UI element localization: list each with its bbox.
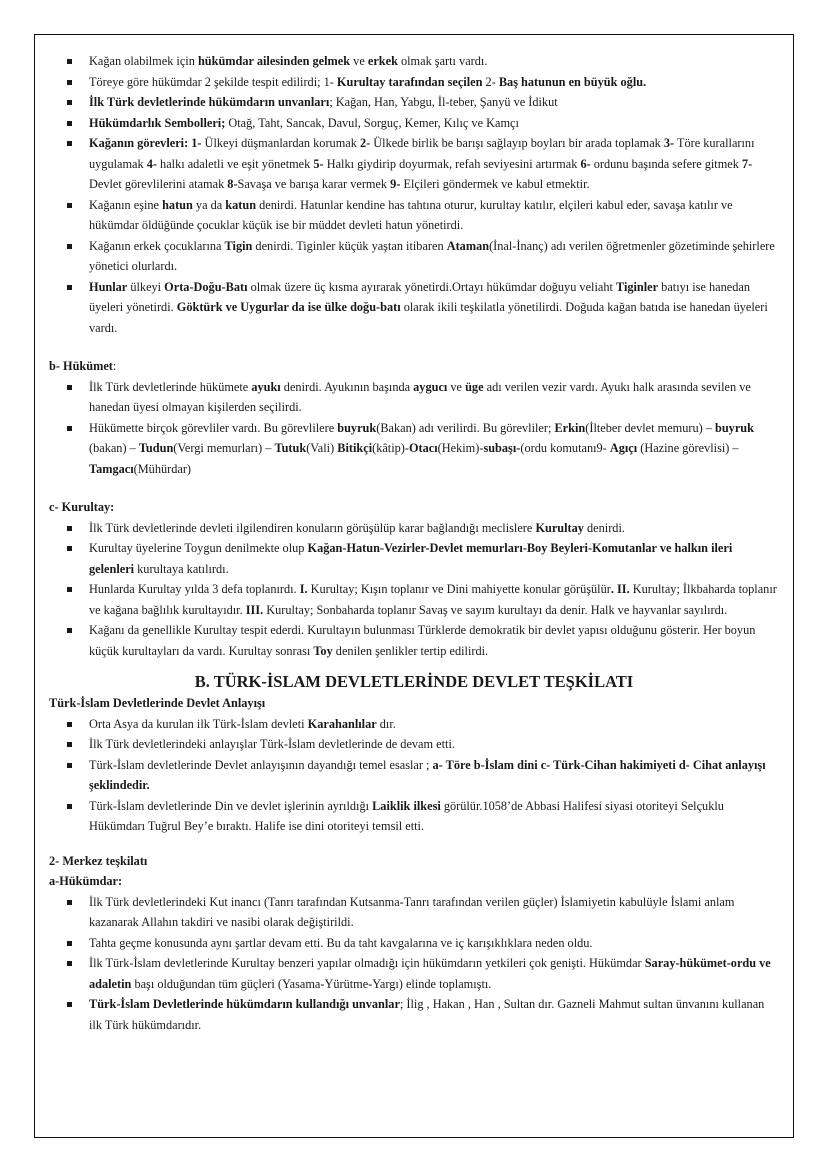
bold-text: Hunlar — [89, 279, 128, 294]
bold-text: 2- — [359, 136, 371, 150]
bold-text: . II. — [610, 582, 630, 596]
spacer — [49, 837, 779, 851]
section-title-merkez: 2- Merkez teşkilatı — [49, 853, 148, 868]
section-title-kurultay: c- Kurultay: — [49, 500, 115, 514]
list-item: Kağan olabilmek için hükümdar ailesinden gelmek ve erkek olmak şartı vardı. — [89, 51, 779, 72]
hukumdar-list — [49, 892, 779, 1036]
bold-text: Toy — [313, 643, 333, 658]
bold-text: 4- — [146, 156, 157, 171]
bold-text: Kurultay — [535, 520, 584, 535]
bold-text: ayukı — [251, 379, 281, 394]
bold-text: Tigin — [224, 238, 253, 253]
bold-text: 8- — [227, 177, 238, 191]
section-title-hukumet-colon: : — [112, 359, 117, 373]
list-item: İlk Türk devletlerinde hükümete ayukı denirdi. Ayukının başında aygucı ve üge adı verilen vezir vardı. Ayukı halk arasında sevilen ve hanedan üyesi olmayan kişilerden seçilirdi. — [89, 377, 779, 418]
bold-text: buyruk — [337, 420, 377, 435]
list-item: Türk-İslam devletlerinde Devlet anlayışının dayandığı temel esaslar ; a- Töre b-İslam dini c- Türk-Cihan hakimiyeti d- Cihat anlayışı şeklindedir. — [89, 755, 779, 796]
list-item: Kurultay üyelerine Toygun denilmekte olup Kağan-Hatun-Vezirler-Devlet memurları-Boy Beyleri-Komutanlar ve halkın ileri gelenleri kurultaya katılırdı. — [89, 538, 779, 579]
section-subtitle-hukumdar: a-Hükümdar: — [49, 874, 123, 888]
bold-text: Tutuk — [274, 441, 307, 455]
bold-text: aygucı — [413, 379, 448, 394]
bold-text: Erkin — [554, 420, 586, 435]
bold-text: üge — [465, 379, 484, 394]
list-item: İlk Türk devletlerinde devleti ilgilendiren konuların görüşülüp karar bağlandığı meclislere Kurultay denirdi. — [89, 518, 779, 539]
bold-text: buyruk — [715, 420, 754, 435]
document-page — [34, 34, 794, 1138]
bold-text: Kağanın görevleri: 1- — [89, 136, 202, 150]
section-title-hukumet — [49, 356, 779, 377]
bold-text: katun — [225, 197, 257, 212]
list-item: Türk-İslam Devletlerinde hükümdarın kullandığı unvanlar; İlig , Hakan , Han , Sultan dır. Gazneli Mahmut sultan ünvanını kullanan ilk Türk hükümdarıdır. — [89, 994, 779, 1035]
bold-text: Tudun — [138, 441, 174, 455]
list-item: İlk Türk devletlerinde hükümdarın unvanları; Kağan, Han, Yabgu, İl-teber, Şanyü ve İdikut — [89, 92, 779, 113]
bold-text: Ataman — [446, 238, 490, 253]
list-item: Kağanı da genellikle Kurultay tespit ederdi. Kurultayın bulunması Türklerde demokratik bir devlet yapısı olduğunu gösterir. Her boyun küçük kurultayları da vardı. Kurultay sonrası Toy denilen şenlikler tertip edilirdi. — [89, 620, 779, 661]
bold-text: 3- — [663, 136, 675, 150]
bold-text: hatun — [162, 197, 193, 212]
list-item: Kağanın eşine hatun ya da katun denirdi. Hatunlar kendine has tahtına oturur, kurultay katılır, elçileri kabul eder, savaşa katılır ve hükümdar öldüğünde çocuklar küçük ise bir müddet devleti hatun yönetirdi. — [89, 195, 779, 236]
bold-text: 5- — [313, 156, 324, 171]
bold-text: subaşı- — [483, 441, 521, 455]
bold-text: Bitikçi — [337, 441, 373, 455]
bold-text: Otacı — [408, 441, 438, 455]
bold-text: Tiginler — [615, 279, 659, 294]
list-item: Hunlar ülkeyi Orta-Doğu-Batı olmak üzere üç kısma ayırarak yönetirdi.Ortayı hükümdar doğuyu veliaht Tiginler batıyı ise hanedan üyeleri yönetirdi. Göktürk ve Uygurlar da ise ülke doğu-batı olarak ikili teşkilatla yönetilirdi. Doğuda kağan batıda ise hanedan üyeleri vardı. — [89, 277, 779, 339]
list-item: Orta Asya da kurulan ilk Türk-İslam devleti Karahanlılar dır. — [89, 714, 779, 735]
bold-text: Göktürk ve Uygurlar da ise ülke doğu-batı — [176, 300, 401, 314]
bold-text: İlk Türk devletlerinde hükümdarın unvanları — [89, 95, 330, 109]
bold-text: Karahanlılar — [307, 716, 377, 731]
list-item: İlk Türk-İslam devletlerinde Kurultay benzeri yapılar olmadığı için hükümdarın yetkileri çok genişti. Hükümdar Saray-hükümet-ordu ve adaletin başı olduğundan tüm güçleri (Yasama-Yürütme-Yargı) elinde toplamıştı. — [89, 953, 779, 994]
bold-text: 9- — [390, 177, 401, 191]
section-title-anlayis: Türk-İslam Devletlerinde Devlet Anlayışı — [49, 696, 266, 710]
bold-text: 7- — [741, 156, 753, 171]
list-item: Hunlarda Kurultay yılda 3 defa toplanırdı. I. Kurultay; Kışın toplanır ve Dini mahiyette konular görüşülür. II. Kurultay; İlkbaharda toplanır ve kağana bağlılık kurultayıdır. III. Kurultay; Sonbaharda toplanır Savaş ve sayım kurultayı da denir. Halk ve hayvanlar sayılırdı. — [89, 579, 779, 620]
bold-text: Agıçı — [609, 441, 638, 455]
list-item: İlk Türk devletlerindeki Kut inancı (Tanrı tarafından Kutsanma-Tanrı tarafından verilen güçler) İslamiyetin kabulüyle İslami anlam kazanarak Allahın takdiri ve nasibi olarak değiştirildi. — [89, 892, 779, 933]
bold-text: Kağan-Hatun-Vezirler-Devlet memurları-Boy Beyleri-Komutanlar ve halkın ileri gelenleri — [89, 541, 733, 576]
kurultay-list — [49, 518, 779, 662]
list-item: İlk Türk devletlerindeki anlayışlar Türk-İslam devletlerinde de devam etti. — [89, 734, 779, 755]
bold-text: hükümdar ailesinden gelmek — [197, 54, 351, 68]
bold-text: Tamgacı — [89, 461, 134, 476]
bold-text: Laiklik ilkesi — [372, 798, 441, 813]
bold-text: Hükümdarlık Sembolleri; — [89, 115, 226, 130]
list-item: Tahta geçme konusunda aynı şartlar devam etti. Bu da taht kavgalarına ve iç karışıklıklara neden oldu. — [89, 933, 779, 954]
hukumet-list — [49, 377, 779, 480]
kagan-list — [49, 51, 779, 338]
list-item: Hükümdarlık Sembolleri; Otağ, Taht, Sancak, Davul, Sorguç, Kemer, Kılıç ve Kamçı — [89, 113, 779, 134]
bold-text: a- Töre b-İslam dini c- Türk-Cihan hakimiyeti d- Cihat anlayışı şeklindedir. — [89, 757, 766, 792]
bold-text: Baş hatunun en büyük oğlu. — [498, 74, 647, 89]
spacer — [49, 479, 779, 497]
bold-text: III. — [245, 602, 264, 617]
spacer — [49, 338, 779, 356]
bold-text: 6- — [580, 156, 591, 171]
list-item: Kağanın erkek çocuklarına Tigin denirdi. Tiginler küçük yaştan itibaren Ataman(İnal-İnanç) adı verilen öğretmenler gözetiminde şehirlere yönetici olurlardı. — [89, 236, 779, 277]
heading-turk-islam: B. TÜRK-İSLAM DEVLETLERİNDE DEVLET TEŞKİLATI — [194, 672, 634, 691]
bold-text: Türk-İslam Devletlerinde hükümdarın kullandığı unvanlar — [89, 997, 400, 1011]
list-item: Hükümette birçok görevliler vardı. Bu görevlilere buyruk(Bakan) adı verilirdi. Bu görevliler; Erkin(İlteber devlet memuru) – buyruk (bakan) – Tudun(Vergi memurları) – Tutuk(Vali) Bitikçi(kâtip)-Otacı(Hekim)-subaşı-(ordu komutanı9- Agıçı (Hazine görevlisi) – Tamgacı(Mühürdar) — [89, 418, 779, 480]
list-item: Kağanın görevleri: 1- Ülkeyi düşmanlardan korumak 2- Ülkede birlik be barışı sağlayıp boyları bir arada toplamak 3- Töre kurallarını uygulamak 4- halkı adaletli ve eşit yönetmek 5- Halkı giydirip doyurmak, refah seviyesini artırmak 6- ordunu başında sefere gitmek 7- Devlet görevlilerini atamak 8-Savaşa ve barışa karar vermek 9- Elçileri göndermek ve kabul etmektir. — [89, 133, 779, 195]
list-item: Töreye göre hükümdar 2 şekilde tespit edilirdi; 1- Kurultay tarafından seçilen 2- Baş hatunun en büyük oğlu. — [89, 72, 779, 93]
section-title-hukumet-text: b- Hükümet — [49, 359, 113, 373]
anlayis-list — [49, 714, 779, 837]
bold-text: Saray-hükümet-ordu ve adaletin — [89, 956, 771, 991]
list-item: Türk-İslam devletlerinde Din ve devlet işlerinin ayrıldığı Laiklik ilkesi görülür.1058’de Abbasi Halifesi siyasi otoriteyi Selçuklu Hükümdarı Tuğrul Bey’e bıraktı. Halife ise dini otoriteyi temsil etti. — [89, 796, 779, 837]
bold-text: Orta-Doğu-Batı — [164, 279, 248, 294]
bold-text: Kurultay tarafından seçilen — [336, 74, 483, 89]
bold-text: I. — [299, 582, 308, 596]
bold-text: erkek — [367, 54, 398, 68]
